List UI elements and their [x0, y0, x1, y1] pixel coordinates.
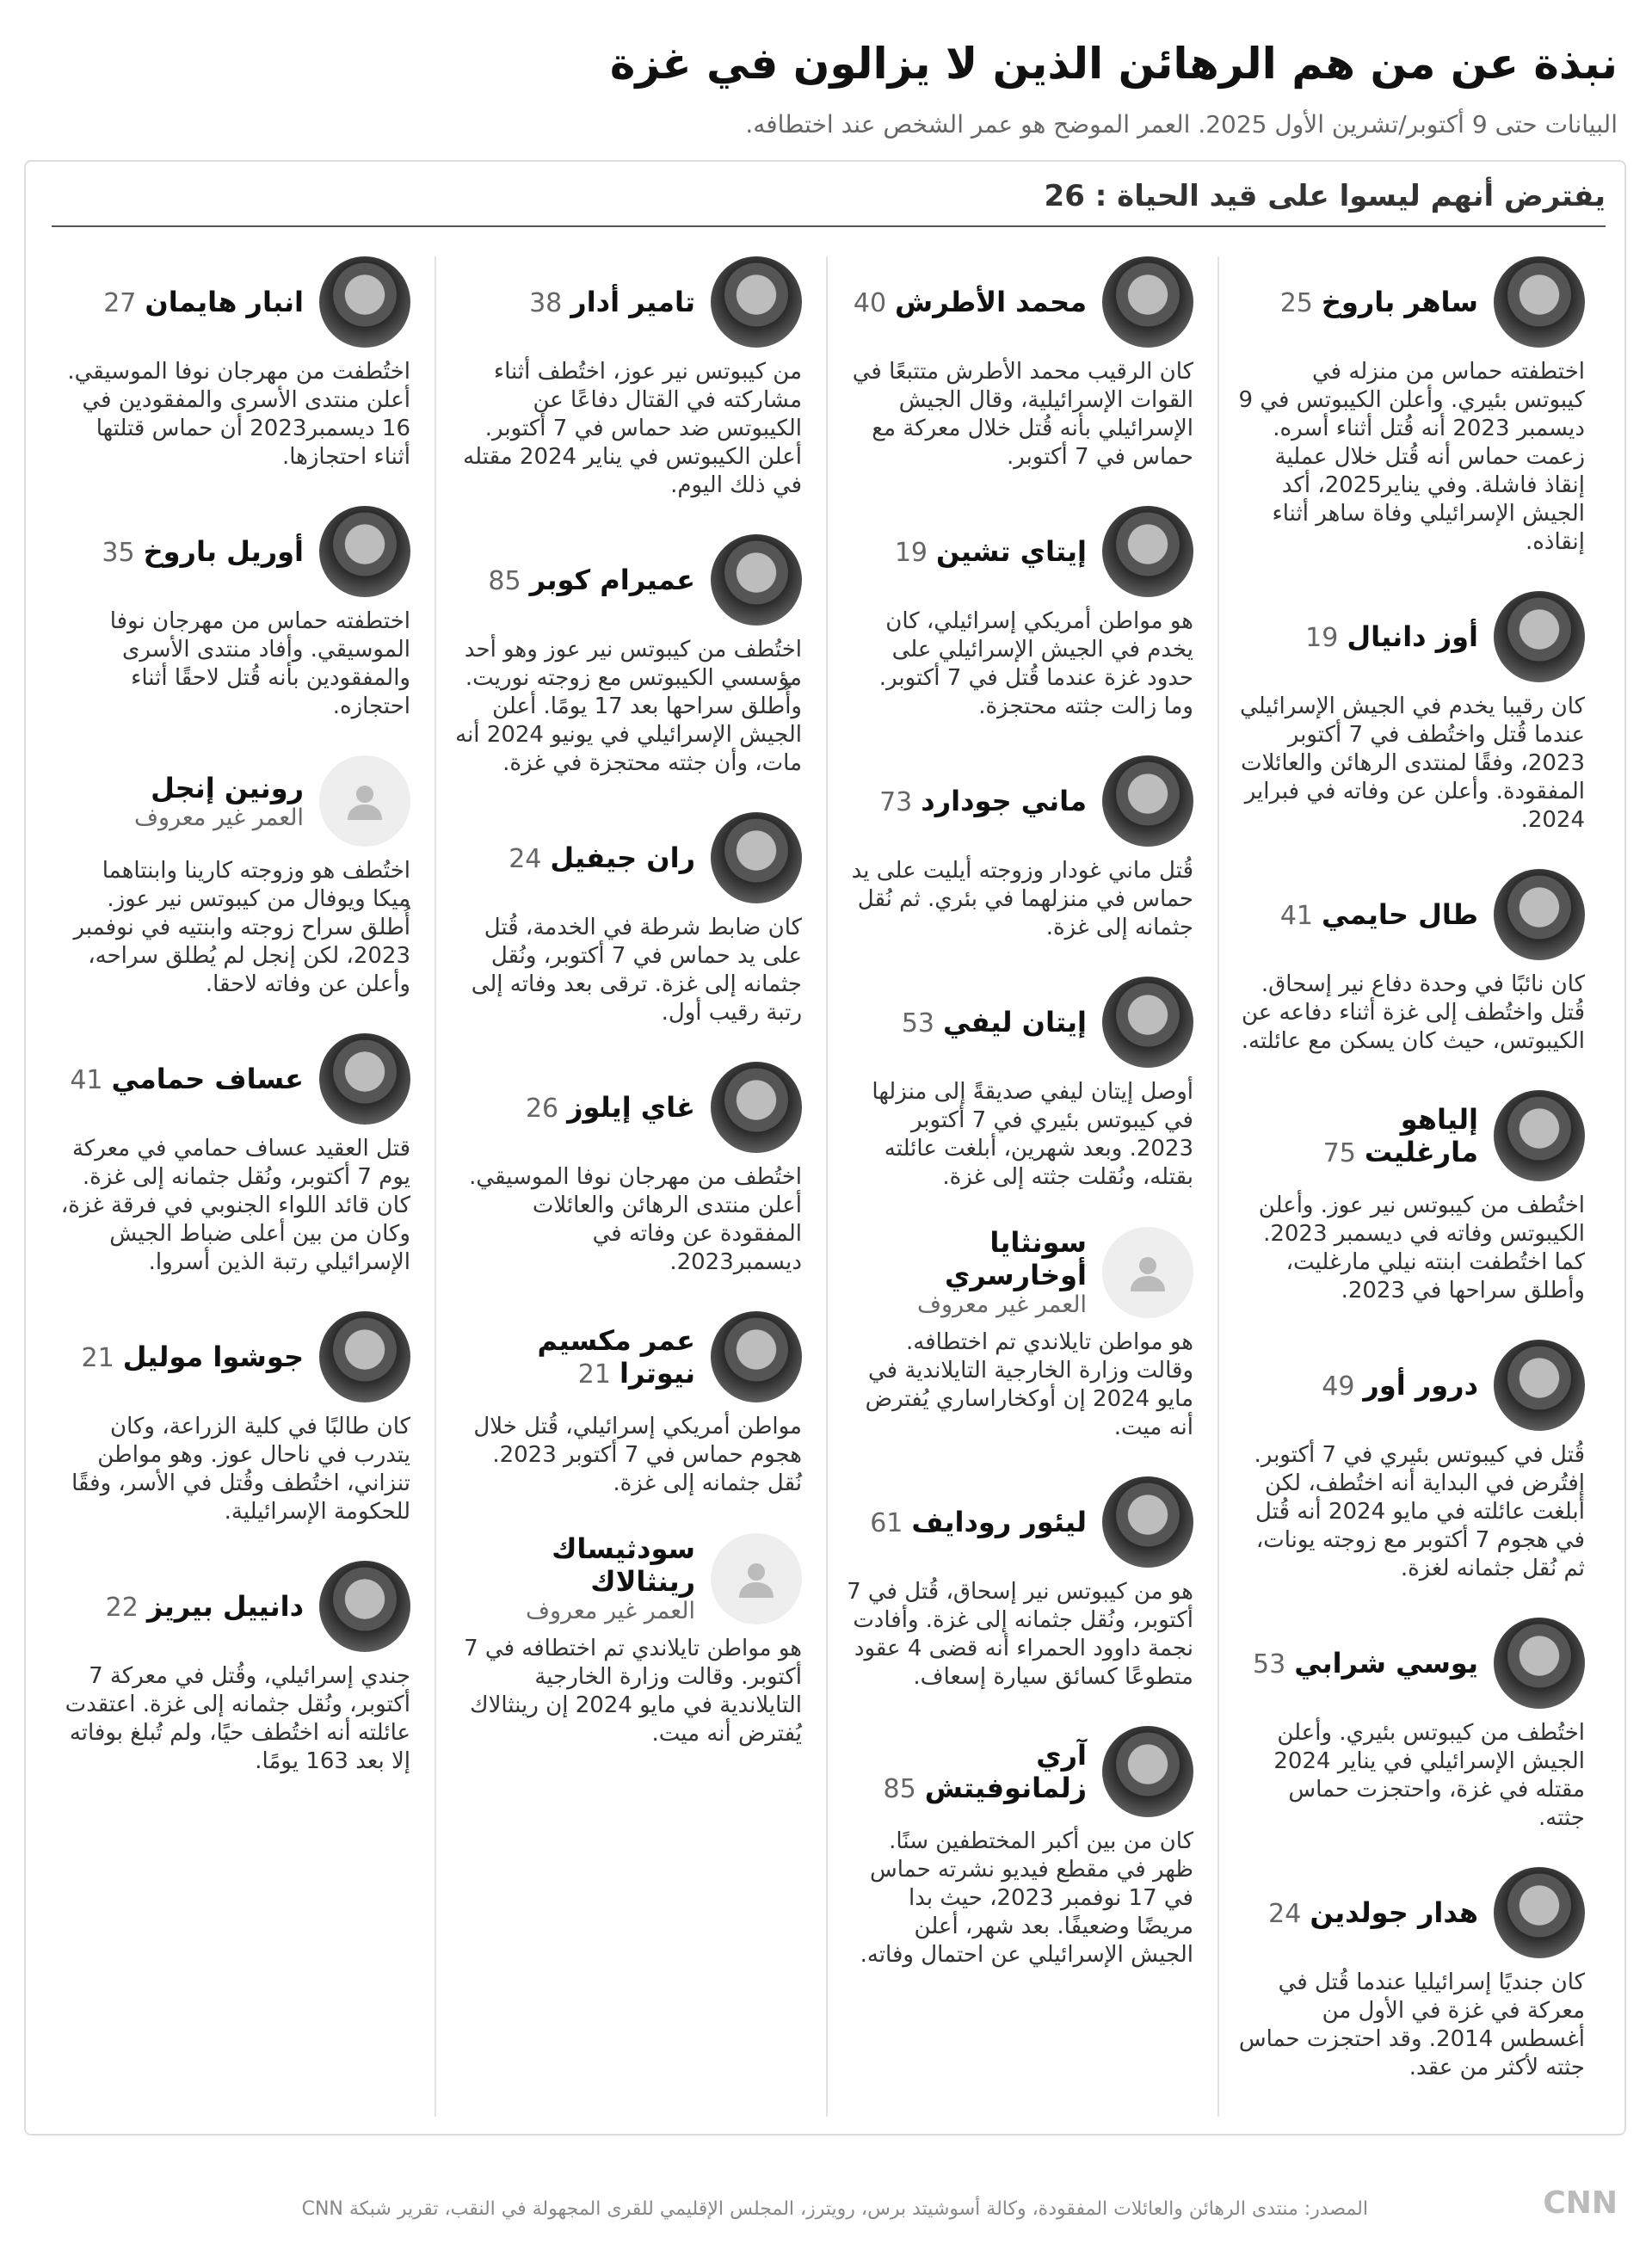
hostage-entry [845, 1226, 1193, 1442]
hostage-photo [711, 534, 802, 626]
hostage-description: اختطفته حماس من منزله في كيبوتس بئيري. وأعلن الكيبوتس في 9 ديسمبر 2023 أنه قُتل أثناء أسره. زعمت حماس أنه قُتل خلال عملية إنقاذ فاشلة. وفي يناير2025، أكد الجيش الإسرائيلي وفاة ساهر أثناء إنقاذه. [1238, 359, 1585, 555]
hostage-photo [1494, 1090, 1585, 1181]
hostage-entry [1236, 1867, 1585, 2082]
hostage-entry [60, 1561, 410, 1776]
hostage-entry [453, 1062, 802, 1277]
hostage-description: كان ضابط شرطة في الخدمة، قُتل على يد حماس في 7 أكتوبر، ونُقل جثمانه إلى غزة. ترقى بعد وفاته إلى رتبة رقيب أول. [471, 915, 802, 1026]
hostage-name: هدار جولدين [1310, 1896, 1478, 1929]
hostage-age: 19 [894, 538, 928, 568]
hostage-photo [319, 1033, 410, 1125]
hostage-photo [319, 256, 410, 348]
hostage-age: 24 [1268, 1899, 1302, 1929]
hostage-description: مواطن أمريكي إسرائيلي، قُتل خلال هجوم حماس في 7 أكتوبر 2023. نُقل جثمانه إلى غزة. [473, 1414, 802, 1496]
hostage-description: هو من كيبوتس نير إسحاق، قُتل في 7 أكتوبر، ونُقل جثمانه إلى غزة. وأفادت نجمة داوود الحمراء أنه قضى 4 عقود متطوعًا كسائق سيارة إسعاف. [847, 1579, 1193, 1690]
hostage-description: كان رقيبا يخدم في الجيش الإسرائيلي عندما قُتل واختُطف في 7 أكتوبر 2023، وفقًا لمنتدى الرهائن والعائلات المفقودة. وأعلن عن وفاته في فبراير 2024. [1240, 693, 1585, 833]
hostage-entry [453, 1532, 802, 1748]
hostage-description: اختُطف من كيبوتس نير عوز. وأعلن الكيبوتس وفاته في ديسمبر 2023. كما اختُطفت ابنته نيلي مارغليت، وأطلق سراحها في 2023. [1258, 1193, 1585, 1304]
hostage-description: كان الرقيب محمد الأطرش متتبعًا في القوات الإسرائيلية، وقال الجيش الإسرائيلي بأنه قُتل خلال معركة مع حماس في 7 أكتوبر. [852, 359, 1193, 470]
hostage-name: إيتان ليفي [943, 1006, 1087, 1039]
hostage-photo [711, 1311, 802, 1402]
age-unknown: العمر غير معروف [525, 1598, 695, 1624]
hostage-age: 49 [1322, 1371, 1355, 1402]
hostage-name: غاي إيلوز [567, 1091, 695, 1124]
hostage-description: جندي إسرائيلي، وقُتل في معركة 7 أكتوبر، ونُقل جثمانه إلى غزة. اعتقدت عائلته أنه اختُطف حيًا، ولم تُبلغ بوفاته إلا بعد 163 يومًا. [65, 1663, 410, 1774]
hostage-age: 24 [509, 844, 542, 874]
hostage-name: إيتاي تشين [936, 535, 1087, 568]
hostage-photo [711, 812, 802, 903]
hostage-entry [60, 256, 410, 472]
hostage-description: هو مواطن تايلاندي تم اختطافه في 7 أكتوبر. وقالت وزارة الخارجية التايلاندية في مايو 2024 إن رينثالاك يُفترض أنه ميت. [464, 1636, 802, 1747]
person-placeholder-icon [711, 1533, 802, 1624]
hostage-entry [453, 1311, 802, 1498]
hostage-entry [1236, 256, 1585, 557]
hostage-description: من كيبوتس نير عوز، اختُطف أثناء مشاركته في القتال دفاعًا عن الكيبوتس ضد حماس في 7 أكتوبر. أعلن الكيبوتس في يناير 2024 مقتله في ذلك اليوم. [463, 359, 802, 498]
hostage-name: عمر مكسيم نيوترا [537, 1324, 695, 1390]
hostage-name: جوشوا موليل [122, 1341, 304, 1373]
hostage-entry [1236, 1340, 1585, 1583]
hostage-age: 19 [1305, 623, 1339, 653]
hostage-entry [453, 256, 802, 500]
hostage-entry [60, 1033, 410, 1277]
hostage-column [43, 256, 435, 2117]
hostage-description: كان من بين أكبر المختطفين سنًا. ظهر في مقطع فيديو نشرته حماس في 17 نوفمبر 2023، حيث بدا مريضًا وضعيفًا. بعد شهر، أعلن الجيش الإسرائيلي عن احتمال وفاته. [860, 1828, 1193, 1968]
hostage-description: قُتل ماني غودار وزوجته أيليت على يد حماس في منزلهما في بئري. ثم نُقل جثمانه إلى غزة. [851, 858, 1193, 940]
hostage-entry [453, 534, 802, 778]
person-placeholder-icon [1102, 1227, 1193, 1318]
hostage-name: إلياهو مارغليت [1364, 1103, 1478, 1168]
hostage-name: رونين إنجل [151, 771, 304, 804]
hostage-name: انبار هايمان [145, 286, 304, 318]
hostage-description: اختطفته حماس من مهرجان نوفا الموسيقي. وأفاد منتدى الأسرى والمفقودين بأنه قُتل لاحقًا أثناء احتجازه. [109, 608, 410, 719]
hostage-column [435, 256, 826, 2117]
hostage-age: 25 [1279, 288, 1313, 318]
hostage-name: تامير أدار [570, 286, 695, 318]
hostage-age: 85 [883, 1774, 916, 1804]
hostage-entry [845, 977, 1193, 1192]
hostage-description: اختُطفت من مهرجان نوفا الموسيقي. أعلن منتدى الأسرى والمفقودين في 16 ديسمبر2023 أن حماس قتلتها أثناء احتجازها. [67, 359, 410, 470]
hostage-entry [845, 1476, 1193, 1692]
hostage-photo [1102, 755, 1193, 847]
hostage-photo [319, 1561, 410, 1652]
hostage-age: 21 [577, 1359, 611, 1390]
hostage-entry [845, 1726, 1193, 1969]
hostage-photo [1102, 256, 1193, 348]
hostage-age: 26 [525, 1094, 559, 1124]
hostage-entry [60, 755, 410, 999]
hostage-photo [1102, 1476, 1193, 1568]
hostage-photo [1494, 869, 1585, 960]
page-subtitle: البيانات حتى 9 أكتوبر/تشرين الأول 2025. العمر الموضح هو عمر الشخص عند اختطافه. [745, 110, 1618, 139]
hostage-photo [711, 256, 802, 348]
hostage-entry [1236, 591, 1585, 835]
hostage-age: 85 [488, 566, 521, 596]
hostage-name: ران جيفيل [550, 841, 695, 874]
hostages-panel [24, 160, 1626, 2136]
hostage-photo [1102, 977, 1193, 1068]
hostage-entry [1236, 1618, 1585, 1833]
hostage-description: اختُطف من كيبوتس نير عوز وهو أحد مؤسسي الكيبوتس مع زوجته نوريت. وأُطلق سراحها بعد 17 يومًا. أعلن الجيش الإسرائيلي في يونيو 2024 أنه مات، وأن جثته محتجزة في غزة. [455, 637, 802, 776]
hostage-name: ليئور رودايف [911, 1506, 1087, 1538]
hostage-photo [1494, 1618, 1585, 1709]
hostage-photo [1494, 591, 1585, 682]
hostage-name: يوسي شرابي [1294, 1647, 1478, 1680]
hostage-name: درور أور [1363, 1369, 1478, 1402]
hostage-photo [1494, 256, 1585, 348]
hostage-age: 40 [853, 288, 887, 318]
hostage-description: اختُطف من مهرجان نوفا الموسيقي. أعلن منتدى الرهائن والعائلات المفقودة عن وفاته في ديسمبر2023. [469, 1164, 802, 1275]
hostage-entry [60, 1311, 410, 1526]
cnn-arabic-logo: CNN [1543, 2185, 1618, 2221]
hostage-name: أوريل باروخ [143, 535, 304, 568]
hostage-entry [1236, 1090, 1585, 1305]
hostage-age: 22 [105, 1593, 139, 1623]
hostage-description: اختُطف هو وزوجته كارينا وابنتاهما ميكا ويوفال من كيبوتس نير عوز. أُطلق سراح زوجته وابنتيه في نوفمبر 2023، لكن إنجل لم يُطلق سراحه، وأعلن عن وفاته لاحقا. [73, 858, 410, 997]
hostage-name: دانييل بيريز [146, 1590, 304, 1623]
hostage-description: كان نائبًا في وحدة دفاع نير إسحاق. قُتل واختُطف إلى غزة أثناء دفاعه عن الكيبوتس، حيث كان يسكن مع عائلته. [1241, 971, 1585, 1054]
hostage-photo [1494, 1867, 1585, 1958]
hostage-photo [1102, 1726, 1193, 1817]
hostage-description: قُتل في كيبوتس بئيري في 7 أكتوبر. إفتُرض في البداية أنه اختُطف، لكن أبلغت عائلته في مايو 2024 أنه قُتل في هجوم 7 أكتوبر مع زوجته يونات، ثم نُقل جثمانه لغزة. [1254, 1442, 1585, 1581]
hostage-name: سودثيساك رينثالاك [552, 1532, 695, 1598]
hostage-photo [319, 506, 410, 597]
age-unknown: العمر غير معروف [133, 804, 304, 831]
hostage-columns [43, 256, 1609, 2117]
hostage-entry [60, 506, 410, 721]
hostage-name: ساهر باروخ [1321, 286, 1478, 318]
hostage-age: 21 [81, 1343, 114, 1373]
age-unknown: العمر غير معروف [916, 1291, 1087, 1318]
hostage-column [1217, 256, 1609, 2117]
hostage-description: هو مواطن أمريكي إسرائيلي، كان يخدم في الجيش الإسرائيلي على حدود غزة عندما قُتل في 7 أكتوبر. وما زالت جثته محتجزة. [878, 608, 1193, 719]
hostage-name: أوز دانيال [1347, 620, 1478, 653]
hostage-age: 61 [870, 1508, 903, 1538]
hostage-age: 38 [529, 288, 563, 318]
section-heading: يفترض أنهم ليسوا على قيد الحياة : 26 [52, 174, 1606, 227]
hostage-description: قتل العقيد عساف حمامي في معركة يوم 7 أكتوبر، ونُقل جثمانه إلى غزة. كان قائد اللواء الجنوبي في فرقة غزة، وكان من بين أعلى ضباط الجيش الإسرائيلي رتبة الذين أسروا. [60, 1136, 410, 1275]
hostage-entry [453, 812, 802, 1027]
hostage-photo [1494, 1340, 1585, 1431]
hostage-age: 73 [879, 787, 913, 817]
hostage-name: محمد الأطرش [895, 286, 1087, 318]
hostage-column [826, 256, 1217, 2117]
hostage-age: 41 [1279, 901, 1314, 931]
hostage-entry [845, 256, 1193, 472]
hostage-photo [1102, 506, 1193, 597]
hostage-description: كان طالبًا في كلية الزراعة، وكان يتدرب في ناحال عوز. وهو مواطن تنزاني، اختُطف وقُتل في الأسر، وفقًا للحكومة الإسرائيلية. [71, 1414, 410, 1525]
hostage-age: 35 [102, 538, 135, 568]
hostage-name: آري زلمانوفيتش [924, 1739, 1087, 1804]
hostage-age: 75 [1322, 1138, 1356, 1168]
hostage-name: سونثايا أوخارسري [944, 1226, 1087, 1291]
hostage-entry [845, 506, 1193, 721]
hostage-photo [711, 1062, 802, 1153]
source-footer: المصدر: منتدى الرهائن والعائلات المفقودة، وكالة أسوشيتد برس، رويترز، المجلس الإقليمي للقرى المجهولة في النقب، تقرير شبكة CNN [301, 2198, 1368, 2220]
hostage-description: هو مواطن تايلاندي تم اختطافه. وقالت وزارة الخارجية التايلاندية في مايو 2024 إن أوكخاراساري يُفترض أنه ميت. [865, 1329, 1193, 1440]
hostage-name: عساف حمامي [111, 1063, 304, 1095]
hostage-age: 27 [103, 288, 137, 318]
hostage-name: طال حايمي [1322, 898, 1478, 931]
hostage-entry [845, 755, 1193, 942]
hostage-age: 41 [70, 1065, 103, 1095]
hostage-description: اختُطف من كيبوتس بئيري. وأعلن الجيش الإسرائيلي في يناير 2024 مقتله في غزة، واحتجزت حماس جثته. [1273, 1720, 1585, 1831]
hostage-name: ماني جودارد [921, 785, 1087, 817]
hostage-photo [319, 1311, 410, 1402]
person-placeholder-icon [319, 755, 410, 847]
page-title: نبذة عن من هم الرهائن الذين لا يزالون في غزة [609, 39, 1618, 89]
hostage-age: 53 [901, 1008, 934, 1039]
hostage-age: 53 [1253, 1649, 1286, 1680]
hostage-description: كان جنديًا إسرائيليا عندما قُتل في معركة في غزة في الأول من أغسطس 2014. وقد احتجزت حماس جثته لأكثر من عقد. [1238, 1969, 1585, 2080]
hostage-entry [1236, 869, 1585, 1056]
hostage-name: عميرام كوبر [529, 564, 695, 596]
hostage-description: أوصل إيتان ليفي صديقةً إلى منزلها في كيبوتس بئيري في 7 أكتوبر 2023. وبعد شهرين، أبلغت عائلته بقتله، ونُقلت جثته إلى غزة. [872, 1079, 1193, 1190]
